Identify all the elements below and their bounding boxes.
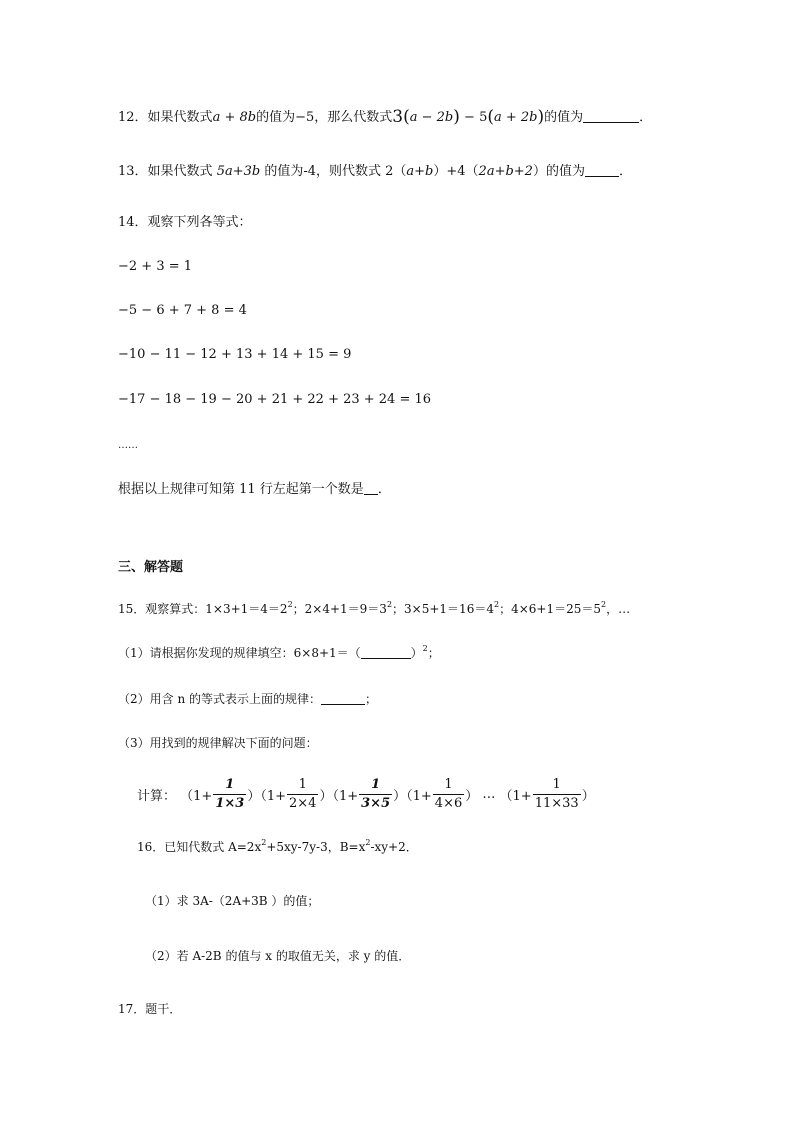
calc-dots: … — [482, 787, 496, 802]
q12-text-3: ，那么代数式 — [314, 110, 393, 125]
fraction — [433, 776, 464, 813]
q12-text-1: 如果代数式 — [147, 110, 213, 125]
q15-p2-end: ； — [365, 692, 378, 706]
question-17: 17．题干． — [118, 1002, 182, 1016]
q12-end: ． — [639, 110, 653, 125]
fraction — [533, 776, 581, 813]
section-heading: 三、解答题 — [118, 560, 184, 575]
calculation-expression — [137, 776, 595, 813]
q15-part-2 — [118, 689, 377, 709]
question-14-intro: 14．观察下列各等式： — [118, 215, 252, 230]
calc-label: 计算： — [137, 789, 177, 804]
q13-number: 13． — [118, 164, 148, 179]
q13-text-1: 如果代数式 — [147, 164, 217, 179]
q15-text-4: ；4×6+1＝25＝5 — [499, 602, 601, 616]
question-15-intro — [118, 599, 630, 619]
q12-value: −5 — [295, 110, 315, 125]
fraction-numerator: 1 — [287, 776, 318, 795]
ellipsis: …… — [118, 440, 138, 451]
exponent: 2 — [365, 838, 371, 847]
calc-close: ） — [393, 789, 407, 804]
q12-paren-close-1: ) — [453, 107, 460, 127]
answer-blank[interactable] — [321, 690, 365, 705]
exponent: 2 — [386, 600, 393, 609]
q13-end: ． — [618, 164, 632, 179]
q16-text-2: +5xy-7y-3，B=x — [266, 840, 366, 854]
fraction-denominator: 11×33 — [534, 796, 579, 811]
q15-text-2: ；2×4+1＝9＝3 — [292, 602, 387, 616]
q13-expr-3: 2a+b+2 — [478, 164, 533, 179]
fraction-denominator: 1×3 — [215, 796, 245, 811]
q12-expr-1: a + 8b — [212, 110, 257, 125]
exponent: 2 — [600, 600, 607, 609]
q15-p1-end: ； — [427, 646, 440, 660]
q13-text-3: ）+4（ — [433, 164, 479, 179]
answer-blank[interactable] — [583, 108, 639, 123]
exponent: 2 — [493, 600, 500, 609]
calc-open: （1+ — [406, 789, 432, 804]
q14-question-text: 根据以上规律可知第 11 行左起第一个数是 — [118, 482, 364, 497]
exponent: 2 — [422, 644, 428, 653]
q15-text-1: 15．观察算式：1×3+1＝4＝2 — [118, 602, 288, 616]
q15-p1-text: （1）请根据你发现的规律填空：6×8+1＝（ — [118, 646, 361, 660]
fraction — [213, 776, 246, 813]
answer-blank[interactable] — [585, 162, 619, 177]
calc-close: ） — [247, 789, 261, 804]
q15-part-3: （3）用找到的规律解决下面的问题： — [118, 736, 318, 750]
question-12 — [118, 107, 652, 128]
fraction-denominator: 4×6 — [434, 796, 463, 811]
question-14-prompt — [118, 480, 391, 500]
calc-close: ） — [319, 789, 333, 804]
q16-text-1: 16．已知代数式 A=2x — [137, 840, 262, 854]
q12-coef-3: 3 — [392, 107, 404, 127]
q15-text-5: ，… — [606, 602, 631, 616]
equation-row: −17 − 18 − 19 − 20 + 21 + 22 + 23 + 24 = 16 — [118, 392, 432, 407]
fraction-numerator: 1 — [213, 776, 246, 795]
q12-text-2: 的值为 — [256, 110, 296, 125]
question-16-intro — [137, 837, 418, 857]
calc-close: ） — [465, 789, 479, 804]
q16-part-2: （2）若 A-2B 的值与 x 的取值无关，求 y 的值． — [145, 949, 411, 963]
exponent: 2 — [261, 838, 267, 847]
q16-part-1: （1）求 3A-（2A+3B ）的值； — [145, 894, 320, 908]
equation-row: −10 − 11 − 12 + 13 + 14 + 15 = 9 — [118, 347, 352, 362]
q13-expr-2: a+b — [406, 164, 434, 179]
q12-number: 12． — [118, 110, 148, 125]
fraction-denominator: 3×5 — [361, 796, 391, 811]
equation-row: −2 + 3 = 1 — [118, 259, 193, 274]
fraction — [287, 776, 318, 813]
question-13 — [118, 162, 632, 182]
calc-close: ） — [581, 789, 595, 804]
calc-open: （1+ — [260, 789, 286, 804]
calc-open: （1+ — [499, 789, 532, 804]
exponent: 2 — [287, 600, 293, 609]
calc-open: （1+ — [332, 789, 359, 804]
q14-end: ． — [377, 482, 391, 497]
fraction-numerator: 1 — [533, 776, 581, 795]
equation-row: −5 − 6 + 7 + 8 = 4 — [118, 303, 247, 318]
q15-text-3: ；3×5+1＝16＝4 — [392, 602, 494, 616]
q12-paren-open-1: ( — [403, 107, 410, 127]
fraction-numerator: 1 — [433, 776, 464, 795]
q12-expr-2b: a − 2b — [409, 110, 454, 125]
answer-blank[interactable] — [361, 644, 411, 659]
q12-text-4: 的值为 — [544, 110, 584, 125]
q12-expr-2d: a + 2b — [493, 110, 538, 125]
q15-p2-text: （2）用含 n 的等式表示上面的规律： — [118, 692, 321, 706]
fraction-denominator: 2×4 — [289, 796, 317, 811]
q13-text-2: 的值为-4，则代数式 2（ — [260, 164, 407, 179]
q15-p1-close: ） — [410, 646, 423, 660]
q16-text-3: -xy+2． — [370, 840, 418, 854]
fraction — [359, 776, 392, 813]
calc-open: （1+ — [180, 789, 213, 804]
q13-expr-1: 5a+3b — [216, 164, 261, 179]
q15-part-1 — [118, 643, 440, 663]
answer-blank[interactable] — [364, 480, 378, 495]
q12-minus-5: − 5 — [459, 110, 488, 125]
fraction-numerator: 1 — [359, 776, 392, 795]
q12-paren-open-2: ( — [487, 107, 494, 127]
q13-text-4: ）的值为 — [532, 164, 585, 179]
q12-paren-close-2: ) — [537, 107, 545, 127]
